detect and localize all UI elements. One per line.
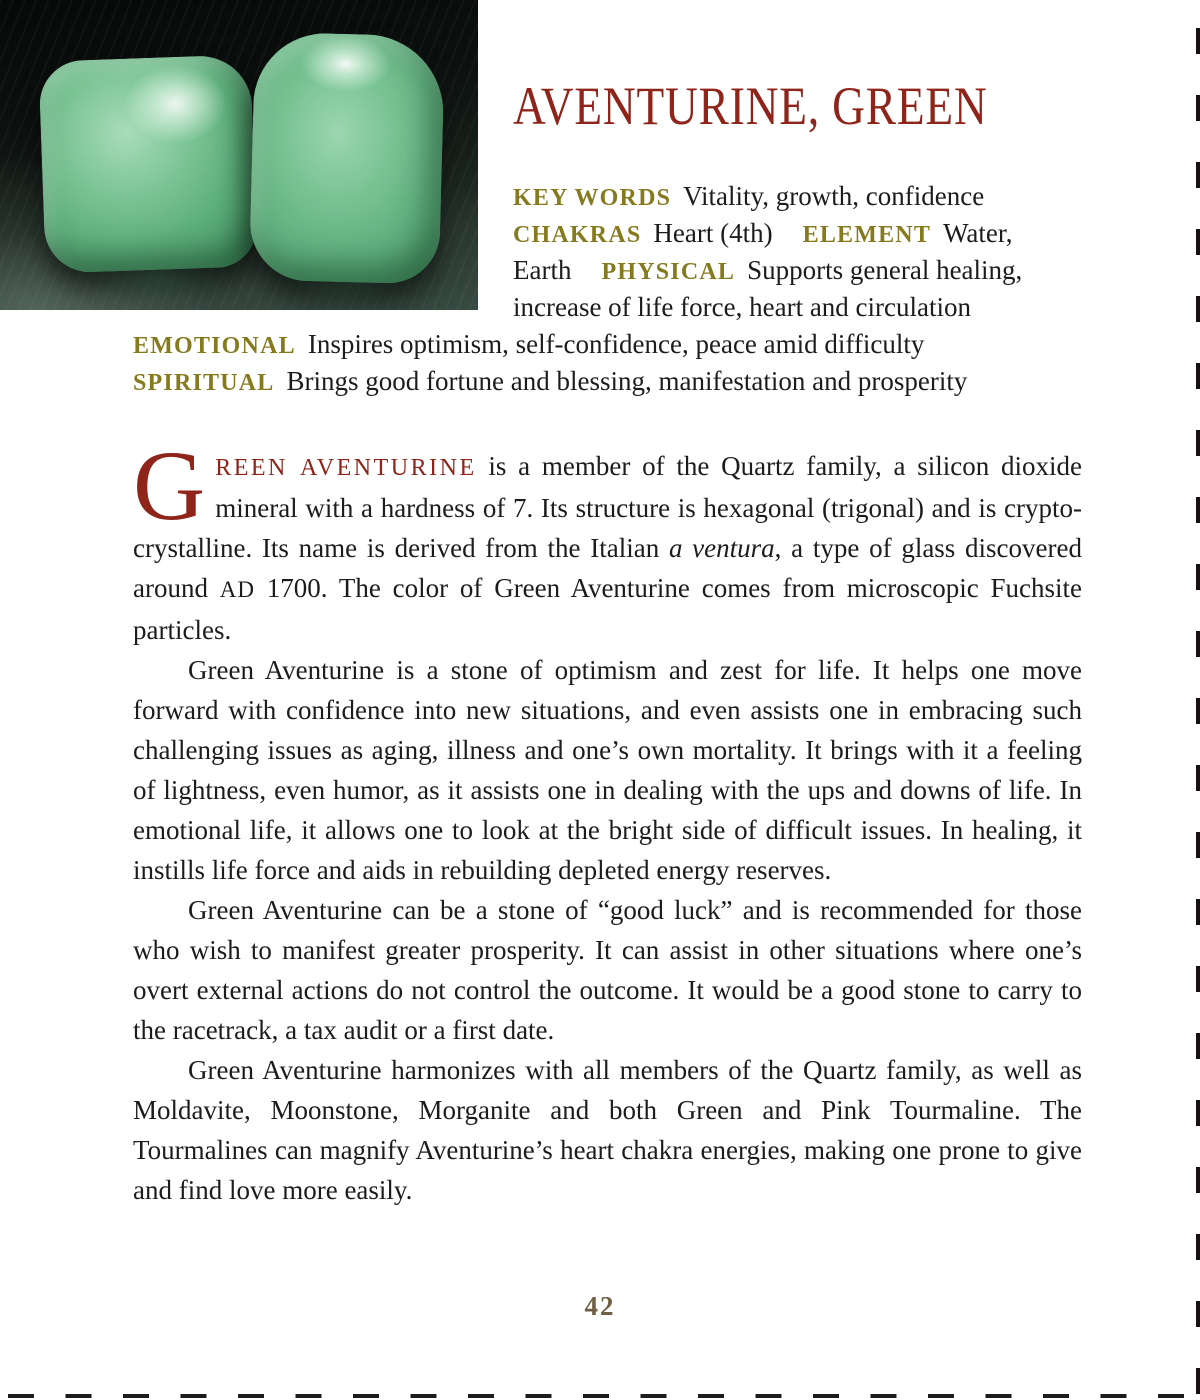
chakras-label: CHAKRAS [513,222,642,248]
emotional-value: Inspires optimism, self-confidence, peace amid difficulty [307,329,925,359]
element-label: ELEMENT [802,222,932,248]
keywords-value: Vitality, growth, confidence [683,181,985,211]
property-line-spiritual [133,363,1143,400]
stone-right [249,32,445,285]
physical-value: Supports general healing, [747,255,1023,285]
italic-term: a ventura [668,533,775,563]
keywords-label: KEY WORDS [513,185,672,211]
paragraph-3: Green Aventurine can be a stone of “good luck” and is recommended for those who wish to manifest greater prosperity. It can assist in other situations where one’s overt external actions do not control the outcome. It would be a good stone to carry to the racetrack, a tax audit or a first date. [133,895,1082,1045]
drop-cap: G [133,430,206,541]
spiritual-value: Brings good fortune and blessing, manifestation and prosperity [286,366,968,396]
property-line-physical [513,252,1153,289]
paragraph-1-text: is a member of the Quartz family, a silicon dioxide mineral with a hardness of 7. Its structure is hexagonal (trigonal) and is crypto-crystalline. Its name is derived from the Italian [133,451,1082,563]
paragraph-4: Green Aventurine harmonizes with all members of the Quartz family, as well as Moldavite, Moonstone, Morganite and both Green and Pink Tourmaline. The Tourmalines can magnify Aventurine’s heart chakra energies, making one prone to give and find love more easily. [133,1055,1082,1205]
paragraph-1 [133,430,1083,650]
physical-value-continued: increase of life force, heart and circulation [513,292,971,322]
paragraph-1-text-2: , a type of glass discovered around [133,533,1083,603]
bottom-edge-dash-marks [8,1394,1198,1398]
header-block [513,78,1153,326]
stone-left [38,54,257,273]
element-value: Water, [943,218,1013,248]
emotional-label: EMOTIONAL [133,333,296,359]
property-line-chakras-element [513,215,1153,252]
page-number: 42 [584,1291,616,1321]
body-text-column [133,430,1083,1210]
property-line-keywords [513,178,1153,215]
spiritual-label: SPIRITUAL [133,370,275,396]
physical-label: PHYSICAL [601,259,736,285]
page-title: AVENTURINE, GREEN [513,76,988,136]
paragraph-1-text-3: 1700. The color of Green Aventurine comes from microscopic Fuchsite particles. [133,573,1082,645]
chakras-value: Heart (4th) [653,218,773,248]
right-edge-dash-marks [1196,28,1200,1400]
property-line-emotional [133,326,1143,363]
stone-photo [0,0,478,310]
properties-block [513,178,1153,326]
element-value-continued: Earth [513,255,572,285]
lead-smallcaps: REEN AVENTURINE [215,455,477,481]
ad-smallcaps: AD [219,577,256,602]
paragraph-2: Green Aventurine is a stone of optimism and zest for life. It helps one move forward with confidence into new situations, and even assists one in embracing such challenging issues as aging, illness and one’s own mortality. It brings with it a feeling of lightness, even humor, as it assists one in dealing with the ups and downs of life. In emotional life, it allows one to look at the bright side of difficult issues. In healing, it instills life force and aids in rebuilding depleted energy reserves. [133,655,1082,885]
properties-block-full-width [133,326,1143,400]
property-line-physical-continued [513,289,1153,326]
